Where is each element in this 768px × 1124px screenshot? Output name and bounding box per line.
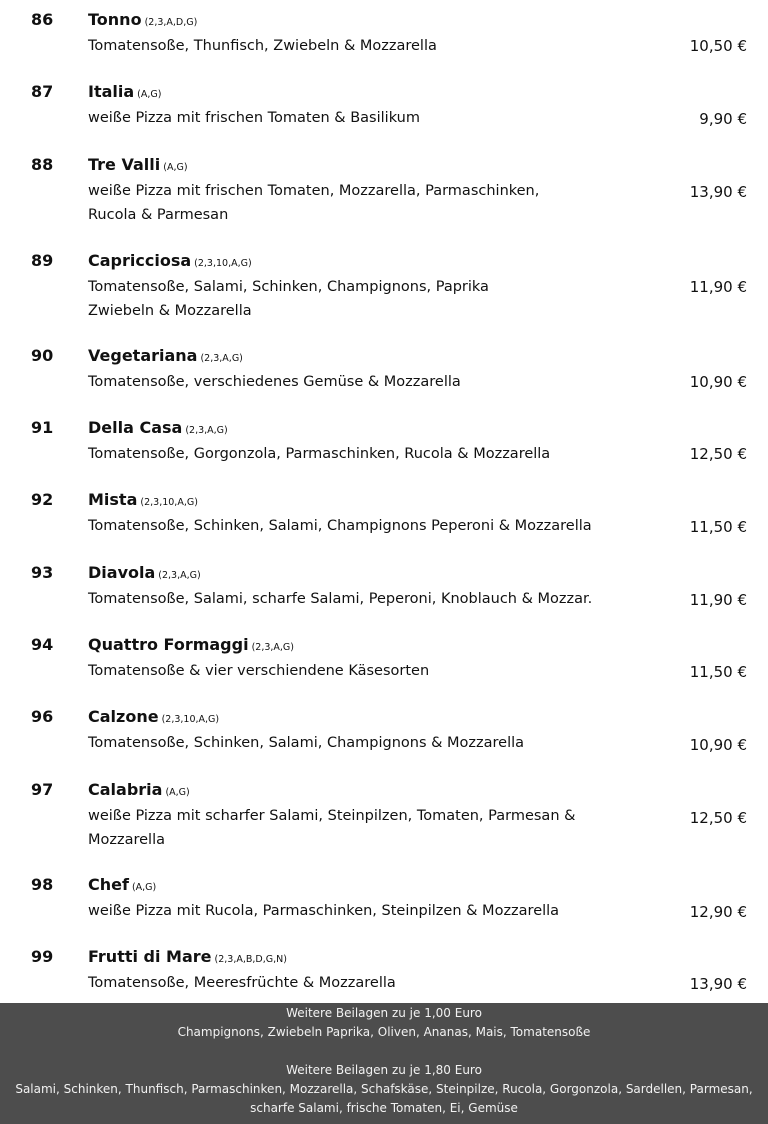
item-number: 86 [31,10,54,29]
description-line: Rucola & Parmesan [88,207,229,223]
item-name: Quattro Formaggi [88,635,249,654]
item-number: 99 [31,947,54,966]
item-number: 90 [31,346,54,365]
item-name: Tre Valli [88,155,161,174]
item-allergens: (2,3,A,G) [200,353,243,364]
item-description [88,370,638,394]
extras-2-list-line-2: scharfe Salami, frische Tomaten, Ei, Gemüse [250,1101,518,1115]
item-heading [88,250,252,275]
item-price: 11,50 € [689,518,747,536]
item-allergens: (2,3,A,G) [251,642,294,653]
footer-spacer [0,1042,768,1061]
item-price: 11,90 € [689,591,747,609]
description-line: Tomatensoße, Schinken, Salami, Champignons & Mozzarella [88,735,525,751]
description-line: Tomatensoße, verschiedenes Gemüse & Mozzarella [88,374,461,390]
item-description [88,34,638,58]
description-line: weiße Pizza mit Rucola, Parmaschinken, Steinpilzen & Mozzarella [88,903,560,919]
item-number: 87 [31,82,54,101]
item-number: 89 [31,251,54,270]
item-price: 11,50 € [689,663,747,681]
item-heading [88,417,228,442]
item-allergens: (2,3,A,D,G) [144,17,198,28]
item-name: Frutti di Mare [88,947,212,966]
extras-2-list-line-1: Salami, Schinken, Thunfisch, Parmaschinken, Mozzarella, Schafskäse, Steinpilze, Rucola, Gorgonzola, Sardellen, Parmesan, [15,1082,753,1096]
item-allergens: (A,G) [165,787,190,798]
item-description [88,106,638,130]
description-line: weiße Pizza mit frischen Tomaten, Mozzarella, Parmaschinken, [88,183,540,199]
item-heading [88,874,156,899]
item-number: 94 [31,635,54,654]
item-heading [88,81,161,106]
item-description [88,659,638,683]
item-price: 12,90 € [689,903,747,921]
description-line: Tomatensoße, Salami, scharfe Salami, Peperoni, Knoblauch & Mozzar. [88,591,593,607]
item-number: 88 [31,155,54,174]
item-number: 93 [31,563,54,582]
item-heading [88,634,294,659]
item-name: Italia [88,82,135,101]
item-description [88,899,638,923]
item-heading [88,489,198,514]
item-price: 13,90 € [689,975,747,993]
item-description [88,587,638,611]
item-allergens: (A,G) [163,162,188,173]
item-allergens: (2,3,A,G) [158,570,201,581]
description-line: weiße Pizza mit scharfer Salami, Steinpilzen, Tomaten, Parmesan & [88,808,576,824]
item-heading [88,345,243,370]
item-description [88,804,638,852]
description-line: Tomatensoße, Gorgonzola, Parmaschinken, Rucola & Mozzarella [88,446,551,462]
extras-2-title: Weitere Beilagen zu je 1,80 Euro [286,1063,482,1077]
description-line: Tomatensoße, Salami, Schinken, Champignons, Paprika [88,279,489,295]
item-allergens: (A,G) [137,89,162,100]
extras-1-list: Champignons, Zwiebeln Paprika, Oliven, Ananas, Mais, Tomatensoße [177,1025,591,1039]
item-price: 12,50 € [689,809,747,827]
item-number: 92 [31,490,54,509]
item-name: Diavola [88,563,156,582]
item-number: 97 [31,780,54,799]
item-allergens: (2,3,10,A,G) [194,258,252,269]
item-price: 9,90 € [699,110,747,128]
item-price: 10,90 € [689,373,747,391]
item-heading [88,946,287,971]
description-line: Tomatensoße, Thunfisch, Zwiebeln & Mozzarella [88,38,437,54]
item-heading [88,706,219,731]
item-name: Chef [88,875,129,894]
item-number: 91 [31,418,54,437]
item-heading [88,562,201,587]
extras-footer [0,1003,768,1124]
item-name: Calzone [88,707,159,726]
description-line: Tomatensoße, Meeresfrüchte & Mozzarella [88,975,396,991]
item-allergens: (2,3,A,G) [185,425,228,436]
item-allergens: (A,G) [131,882,157,893]
item-allergens: (2,3,A,B,D,G,N) [214,954,287,965]
item-price: 13,90 € [689,183,747,201]
item-description [88,971,638,995]
description-line: weiße Pizza mit frischen Tomaten & Basilikum [88,110,420,126]
item-price: 12,50 € [689,445,747,463]
item-heading [88,9,197,34]
item-name: Vegetariana [88,346,198,365]
item-description [88,731,638,755]
item-number: 96 [31,707,54,726]
item-name: Mista [88,490,138,509]
description-line: Tomatensoße, Schinken, Salami, Champignons Peperoni & Mozzarella [88,518,592,534]
item-name: Della Casa [88,418,183,437]
item-heading [88,154,188,179]
description-line: Zwiebeln & Mozzarella [88,303,252,319]
item-description [88,514,638,538]
item-description [88,179,638,227]
item-description [88,442,638,466]
item-name: Calabria [88,780,163,799]
description-line: Tomatensoße & vier verschiendene Käsesorten [88,663,430,679]
item-price: 11,90 € [689,278,747,296]
item-description [88,275,638,323]
extras-1-title: Weitere Beilagen zu je 1,00 Euro [286,1006,482,1020]
item-name: Capricciosa [88,251,192,270]
item-price: 10,90 € [689,736,747,754]
item-name: Tonno [88,10,142,29]
item-price: 10,50 € [689,37,747,55]
item-allergens: (2,3,10,A,G) [161,714,220,725]
item-allergens: (2,3,10,A,G) [140,497,198,508]
item-heading [88,779,190,804]
description-line: Mozzarella [88,832,165,848]
item-number: 98 [31,875,54,894]
